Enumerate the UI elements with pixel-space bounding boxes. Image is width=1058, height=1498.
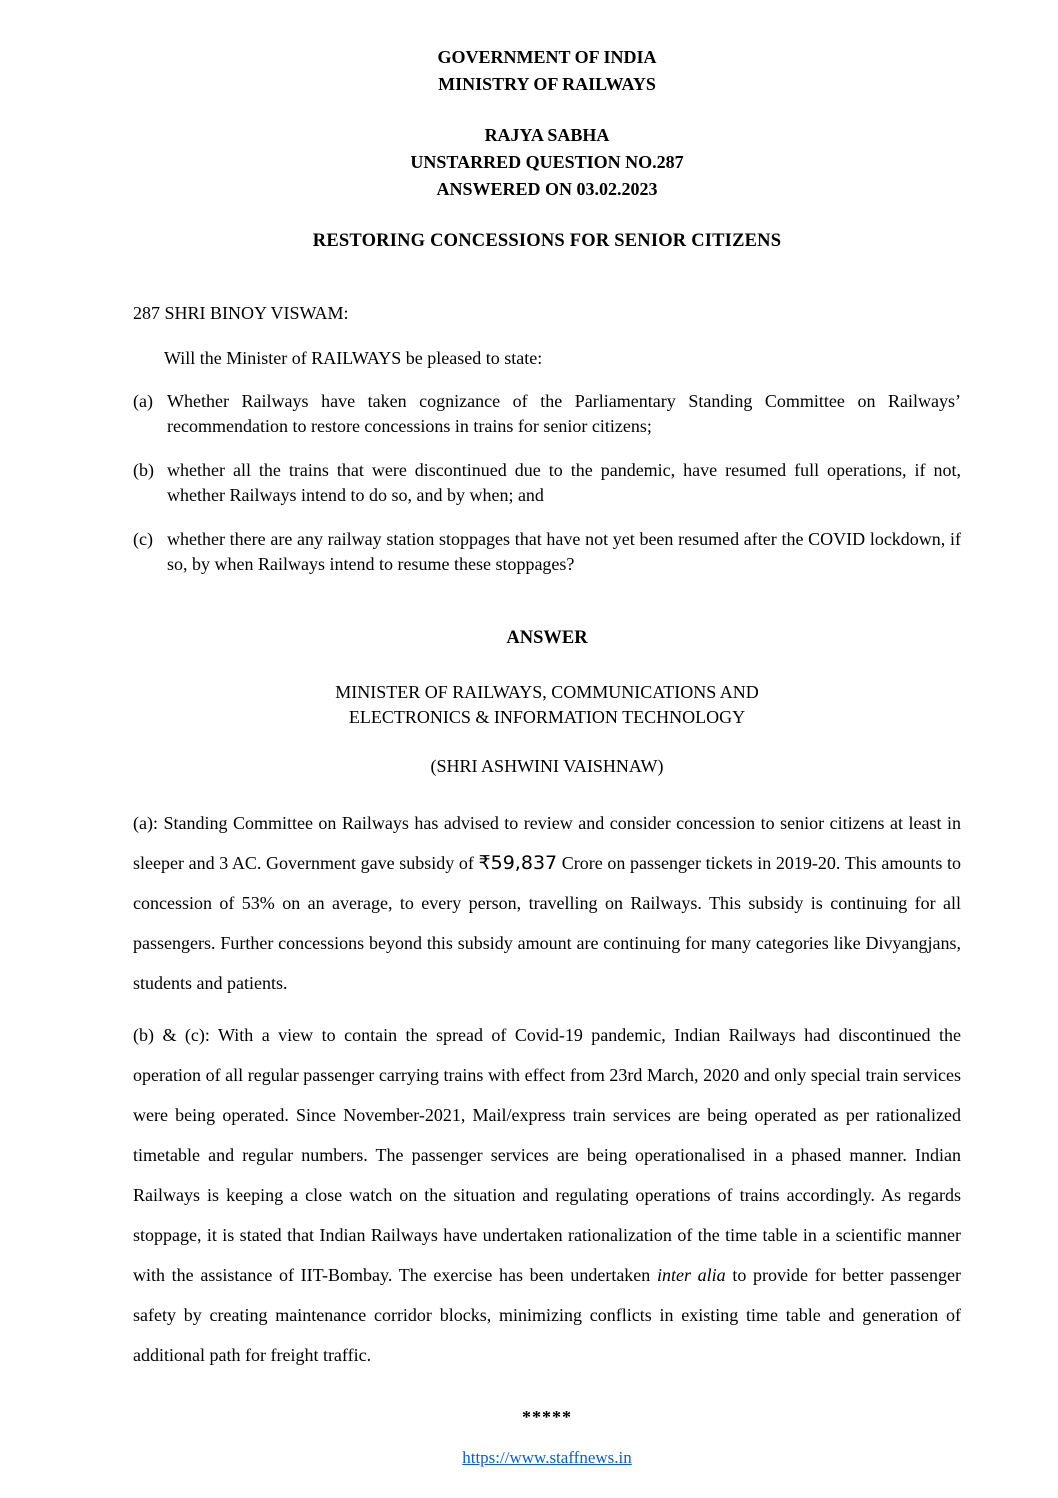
question-item-a xyxy=(133,389,961,439)
subsidy-amount: ₹59,837 xyxy=(478,852,558,874)
minister-name: (SHRI ASHWINI VAISHNAW) xyxy=(430,756,664,776)
answer-paragraph-a xyxy=(133,803,961,1003)
answer-paragraph-bc xyxy=(133,1015,961,1375)
header-government: GOVERNMENT OF INDIA xyxy=(437,47,657,67)
question-intro: Will the Minister of RAILWAYS be pleased to state: xyxy=(164,348,543,368)
inter-alia-phrase: inter alia xyxy=(656,1265,726,1285)
question-item-b xyxy=(133,458,961,508)
answer-paragraph-bc-text1: (b) & (c): With a view to contain the spread of Covid-19 pandemic, Indian Railways had discontinued the operation of all regular passenger carrying trains with effect from 23rd March, 2020 and only special train services were being operated. Since November-2021, Mail/express train services are being operated as per rationalized timetable and regular numbers. The passenger services are being operationalised in a phased manner. Indian Railways is keeping a close watch on the situation and regulating operations of trains accordingly. As regards stoppage, it is stated that Indian Railways have undertaken rationalization of the time table in a scientific manner with the assistance of IIT-Bombay. The exercise has been undertaken xyxy=(133,1025,961,1285)
question-item-text: whether all the trains that were discontinued due to the pandemic, have resumed full operations, if not, whether Railways intend to do so, and by when; and xyxy=(167,460,961,505)
minister-designation-line2: ELECTRONICS & INFORMATION TECHNOLOGY xyxy=(348,707,746,727)
end-separator-stars: ***** xyxy=(522,1407,572,1427)
source-link[interactable]: https://www.staffnews.in xyxy=(462,1448,632,1467)
answer-paragraph-a-text1: (a): Standing Committee on Railways has advised to review and consider concession to senior citizens at least in sleeper and 3 AC. Government gave subsidy of xyxy=(133,813,961,873)
document-header xyxy=(133,44,961,203)
question-item-text: Whether Railways have taken cognizance of the Parliamentary Standing Committee on Railways’ recommendation to restore concessions in trains for senior citizens; xyxy=(167,391,961,436)
document-title: RESTORING CONCESSIONS FOR SENIOR CITIZENS xyxy=(312,231,782,251)
minister-designation xyxy=(133,680,961,730)
header-house: RAJYA SABHA xyxy=(484,125,610,145)
question-item-label: (a) xyxy=(133,391,153,411)
question-item-label: (c) xyxy=(133,529,153,549)
header-ministry: MINISTRY OF RAILWAYS xyxy=(438,74,656,94)
answer-paragraph-bc-text2: to provide for better passenger safety by creating maintenance corridor blocks, minimizing conflicts in existing time table and generation of additional path for freight traffic. xyxy=(133,1265,961,1365)
question-asker: 287 SHRI BINOY VISWAM: xyxy=(133,303,349,323)
question-item-label: (b) xyxy=(133,460,154,480)
answer-paragraph-a-text2: Crore on passenger tickets in 2019-20. This amounts to concession of 53% on an average, to every person, travelling on Railways. This subsidy is continuing for all passengers. Further concessions beyond this subsidy amount are continuing for many categories like Divyangjans, students and patients. xyxy=(133,853,961,993)
footer xyxy=(133,1448,961,1468)
question-item-c xyxy=(133,527,961,577)
header-answered-date: ANSWERED ON 03.02.2023 xyxy=(436,179,658,199)
minister-designation-line1: MINISTER OF RAILWAYS, COMMUNICATIONS AND xyxy=(335,682,759,702)
header-question-number: UNSTARRED QUESTION NO.287 xyxy=(410,152,684,172)
question-item-text: whether there are any railway station stoppages that have not yet been resumed after the COVID lockdown, if so, by when Railways intend to resume these stoppages? xyxy=(167,529,961,574)
answer-heading: ANSWER xyxy=(506,628,588,648)
